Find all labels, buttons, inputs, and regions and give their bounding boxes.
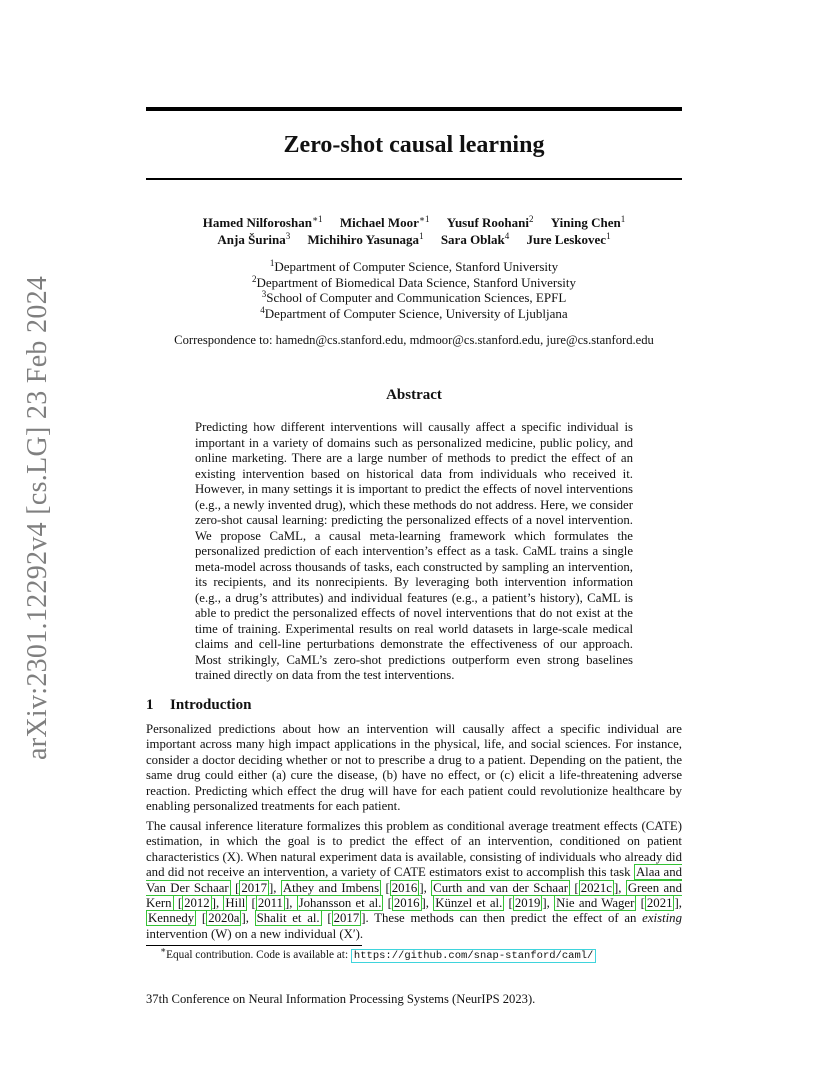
title-rule-top — [146, 107, 682, 111]
author-list — [146, 214, 682, 248]
section-heading — [146, 695, 682, 715]
section-number: 1 — [146, 697, 154, 713]
citation-link-authors[interactable]: Alaa and Van Der Schaar — [146, 865, 682, 895]
venue-note: 37th Conference on Neural Information Processing Systems (NeurIPS 2023). — [146, 992, 536, 1006]
paper-title: Zero-shot causal learning — [283, 132, 545, 158]
citation-link-year[interactable]: 2021 — [646, 896, 673, 911]
author: Sara Oblak$^4$ — [440, 231, 510, 247]
citation-link-year[interactable]: 2021c — [580, 880, 612, 895]
affiliation-list — [146, 259, 682, 321]
citation-link-authors[interactable]: Hill — [225, 896, 246, 911]
intro-paragraph-1: Personalized predictions about how an intervention will causally affect a specific individual are important across many high impact applications in the physical, life, and social sciences. For instance, consider a doctor deciding whether or not to prescribe a drug to a patient. Depending on the patient, the same drug could either (a) cure the disease, (b) have no effect, or (c) elicit a life-threatening adverse reaction. Predicting which effect the drug will have for each patient could revolutionize healthcare by enabling personalized treatments for each patient. — [146, 722, 682, 814]
citation-link-year[interactable]: 2017 — [333, 911, 360, 926]
author: Michihiro Yasunaga$^1$ — [307, 231, 424, 247]
title-rule-bottom — [146, 178, 682, 180]
citation-link-authors[interactable]: Athey and Imbens — [282, 880, 380, 895]
author: Jure Leskovec$^1$ — [526, 231, 611, 247]
author: Yusuf Roohani$^2$ — [446, 214, 534, 230]
arxiv-stamp — [22, 275, 62, 760]
citation-link-year[interactable]: 2016 — [393, 896, 420, 911]
citation-link-year[interactable]: 2011 — [257, 896, 283, 911]
citation-link-year[interactable]: 2017 — [241, 880, 267, 895]
abstract-heading: Abstract — [386, 387, 442, 403]
author: Anja Šurina$^3$ — [217, 231, 291, 247]
affiliation: $^2$Department of Biomedical Data Science, Stanford University — [252, 273, 576, 290]
affiliation: $^3$School of Computer and Communication Sciences, EPFL — [261, 289, 567, 305]
citation-link-year[interactable]: 2020a — [208, 911, 240, 926]
citation-link-authors[interactable]: Shalit et al. — [256, 911, 320, 926]
affiliation: $^1$Department of Computer Science, Stanford University — [269, 258, 559, 274]
correspondence: Correspondence to: hamedn@cs.stanford.edu, mdmoor@cs.stanford.edu, jure@cs.stanford.edu — [174, 333, 654, 347]
arxiv-stamp-text: arXiv:2301.12292v4 [cs.LG] 23 Feb 2024 — [22, 275, 53, 760]
citation-link-authors[interactable]: Künzel et al. — [435, 896, 503, 911]
citation-link-year[interactable]: 2019 — [514, 896, 541, 911]
citation-link-year[interactable]: 2016 — [391, 880, 418, 895]
citation-link-authors[interactable]: Kennedy — [148, 911, 195, 926]
footnote-rule — [146, 945, 362, 946]
author: Michael Moor$^{∗1}$ — [339, 214, 430, 230]
author: Hamed Nilforoshan$^{∗1}$ — [202, 214, 323, 230]
intro-paragraph-2: The causal inference literature formalizes this problem as conditional average treatment effects (CATE) estimation, in which the goal is to predict the effect of an intervention, conditioned on patient characteristics (X). When natural experiment data is available, consisting of individuals who already did and did not receive an intervention, a variety of CATE estimators exist to accomplish this task Alaa and Van Der Schaar [ 2017 ], Athey and Imbens [ 2016 ], Curth and van der Schaar [ 2021c ], Green and Kern [ 2012 ], Hill [ 2011 ], Johansson et al. [ 2016 ], Künzel et al. [ 2019 ], Nie and Wager [ 2021 ], Kennedy [ 2020a ], Shalit et al. [ 2017 ]. These methods can then predict the effect of an existing intervention (W) on a new individual (X′). — [146, 819, 682, 941]
author-line-1 — [146, 214, 682, 231]
code-link[interactable]: https://github.com/snap-stanford/caml/ — [351, 949, 596, 963]
author-line-2 — [146, 231, 682, 248]
section-title: Introduction — [170, 697, 252, 713]
footnote: ∗Equal contribution. Code is available at: https://github.com/snap-stanford/caml/ — [146, 948, 682, 964]
affiliation: $^4$Department of Computer Science, University of Ljubljana — [260, 304, 568, 321]
citation-link-authors[interactable]: Nie and Wager — [556, 896, 635, 911]
citation-list: Alaa and Van Der Schaar [ 2017 ], Athey and Imbens [ 2016 ], Curth and van der Schaar [ 2021c ], Green and Kern [ 2012 ], Hill [ 2011 ], Johansson et al. [ 2016 ], Künzel et al. [ 2019 ], Nie and Wager [ 2021 ], Kennedy [ 2020a ], Shalit et al. [ 2017 ] — [146, 865, 682, 926]
author: Yining Chen$^1$ — [550, 214, 626, 230]
citation-link-authors[interactable]: Curth and van der Schaar — [433, 880, 569, 895]
citation-link-year[interactable]: 2012 — [184, 896, 210, 911]
abstract-text: Predicting how different interventions will causally affect a specific individual is important in a variety of domains such as personalized medicine, public policy, and online marketing. There are a large number of methods to predict the effect of an existing intervention based on historical data from individuals who received it. However, in many settings it is important to predict the effects of novel interventions (e.g., a newly invented drug), which these methods do not address. Here, we consider zero-shot causal learning: predicting the personalized effects of a novel intervention. We propose CaML, a causal meta-learning framework which formulates the personalized prediction of each intervention’s effect as a task. CaML trains a single meta-model across thousands of tasks, each constructed by sampling an intervention, its recipients, and its nonrecipients. By leveraging both intervention information (e.g., a drug’s attributes) and individual features (e.g., a patient’s history), CaML is able to predict the personalized effects of novel interventions that do not exist at the time of training. Experimental results on real world datasets in large-scale medical claims and cell-line perturbations demonstrate the effectiveness of our approach. Most strikingly, CaML’s zero-shot predictions outperform even strong baselines trained directly on data from the test interventions. — [195, 420, 633, 682]
citation-link-authors[interactable]: Green and Kern — [146, 880, 682, 911]
citation-link-authors[interactable]: Johansson et al. — [298, 896, 382, 911]
